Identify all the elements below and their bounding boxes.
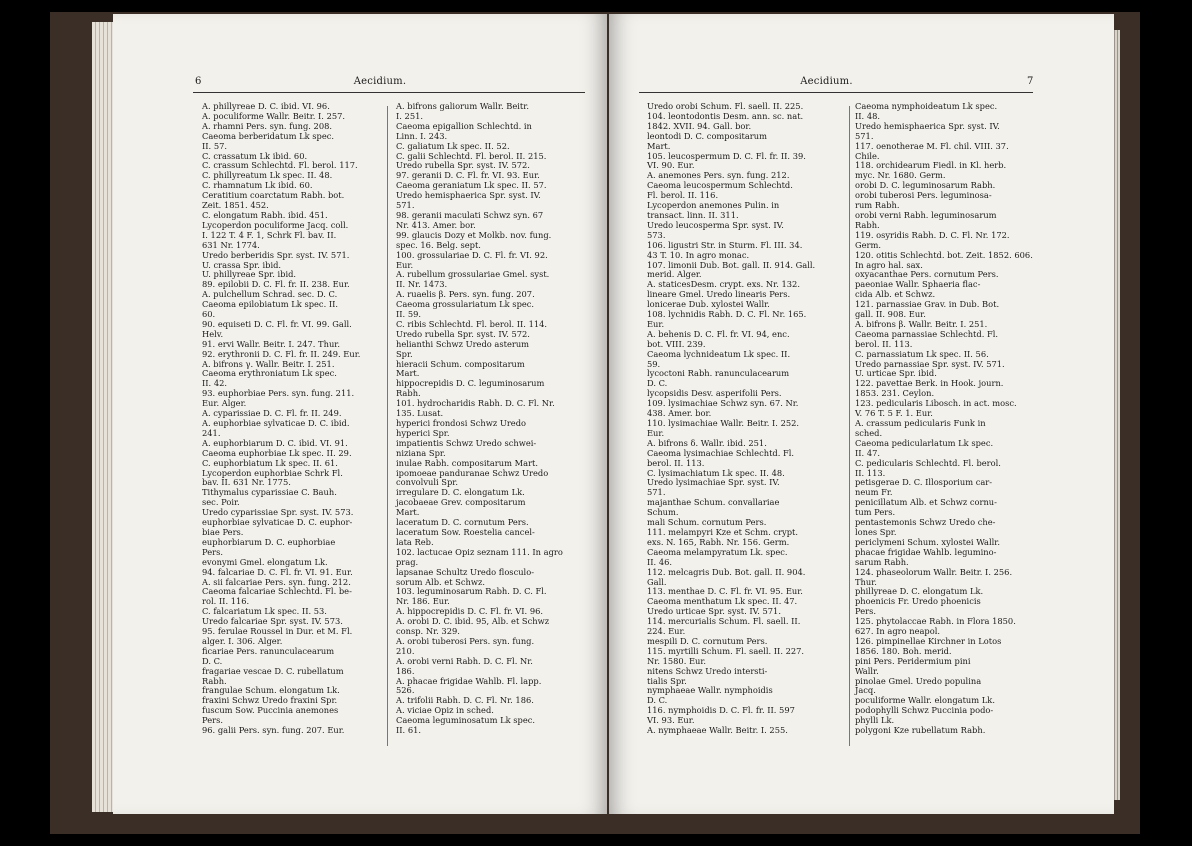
text-line: II. 113. <box>855 467 886 478</box>
text-line: Nr. 1580. Eur. <box>647 655 707 666</box>
text-line: penicillatum Alb. et Schwz cornu- <box>855 497 997 508</box>
text-line: A. rhamni Pers. syn. fung. 208. <box>202 120 333 131</box>
text-line: 241. <box>202 427 221 438</box>
text-line: Ceratitium coarctatum Rabh. bot. <box>202 190 345 201</box>
text-line: exs. N. 165, Rabh. Nr. 156. Germ. <box>647 536 790 547</box>
text-line: Helv. <box>202 328 224 339</box>
text-line: Tithymalus cyparissiae C. Bauh. <box>202 487 337 498</box>
text-line: euphorbiarum D. C. euphorbiae <box>202 536 336 547</box>
text-line: 99. glaucis Dozy et Molkb. nov. fung. <box>396 229 552 240</box>
text-line: A. rubellum grossulariae Gmel. syst. <box>396 269 550 280</box>
text-line: 119. osyridis Rabh. D. C. Fl. Nr. 172. <box>855 229 1010 240</box>
text-line: 113. menthae D. C. Fl. fr. VI. 95. Eur. <box>647 586 803 597</box>
text-line: 571. <box>647 487 666 498</box>
text-line: helianthi Schwz Uredo asterum <box>396 338 530 349</box>
text-line: 135. Lusat. <box>396 408 444 419</box>
left-header-rule <box>193 92 585 93</box>
text-line: Caeoma lysimachiae Schlechtd. Fl. <box>647 447 795 458</box>
text-line: pini Pers. Peridermium pini <box>855 655 971 666</box>
text-line: 93. euphorbiae Pers. syn. fung. 211. <box>202 388 355 399</box>
right-page <box>609 14 1114 814</box>
text-line: leontodi D. C. compositarum <box>647 130 767 141</box>
text-line: Rabh. <box>202 675 227 686</box>
text-line: D. C. <box>647 695 668 706</box>
text-line: berol. II. 113. <box>855 338 913 349</box>
text-line: A. anemones Pers. syn. fung. 212. <box>647 170 790 181</box>
text-line: hyperici frondosi Schwz Uredo <box>396 418 526 428</box>
text-line: fragariae vescae D. C. rubellatum <box>202 665 344 676</box>
text-line: A. trifolii Rabh. D. C. Fl. Nr. 186. <box>396 695 534 706</box>
text-line: niziana Spr. <box>396 447 446 458</box>
text-line: orobi tuberosi Pers. leguminosa- <box>855 190 992 201</box>
text-line: tialis Spr. <box>647 675 687 686</box>
text-line: phillyreae D. C. elongatum Lk. <box>855 586 984 597</box>
text-line: 59. <box>647 358 661 369</box>
text-line: 89. epilobii D. C. Fl. fr. II. 238. Eur. <box>202 279 350 290</box>
text-line: sched. <box>855 427 883 438</box>
text-line: C. falcariatum Lk spec. II. 53. <box>202 606 327 617</box>
text-line: 1853. 231. Ceylon. <box>855 388 935 399</box>
text-line: Nr. 186. Eur. <box>396 596 450 607</box>
text-line: 101. hydrocharidis Rabh. D. C. Fl. Nr. <box>396 398 555 409</box>
text-line: A. bifrons δ. Wallr. ibid. 251. <box>647 437 767 448</box>
text-line: lycopsidis Desv. asperifolii Pers. <box>647 388 782 399</box>
text-line: C. euphorbiatum Lk spec. II. 61. <box>202 457 338 468</box>
text-line: D. C. <box>202 655 223 666</box>
text-line: Chile. <box>855 150 880 161</box>
text-line: pentastemonis Schwz Uredo che- <box>855 517 996 528</box>
text-line: 114. mercurialis Schum. Fl. saell. II. <box>647 616 801 627</box>
text-line: 120. otitis Schlechtd. bot. Zeit. 1852. 606. <box>855 249 1033 260</box>
text-line: Uredo parnassiae Spr. syst. IV. 571. <box>855 358 1005 369</box>
text-line: II. 48. <box>855 110 881 121</box>
text-line: Caeoma lychnideatum Lk spec. II. <box>647 348 791 359</box>
text-line: 108. lychnidis Rabh. D. C. Fl. Nr. 165. <box>647 309 807 320</box>
text-line: Mart. <box>396 507 420 518</box>
text-line: A. ruaelis β. Pers. syn. fung. 207. <box>396 289 535 300</box>
text-line: 43 T. 10. In agro monac. <box>647 249 750 260</box>
text-line: A. sii falcariae Pers. syn. fung. 212. <box>202 576 351 587</box>
text-line: C. lysimachiatum Lk spec. II. 48. <box>647 467 785 478</box>
text-line: berol. II. 113. <box>647 457 705 468</box>
text-line: Eur. Alger. <box>202 398 247 409</box>
text-line: petisgerae D. C. Illosporium car- <box>855 477 993 488</box>
text-line: Uredo orobi Schum. Fl. saell. II. 225. <box>647 101 804 111</box>
text-line: Uredo lysimachiae Spr. syst. IV. <box>647 477 780 488</box>
text-line: poculiforme Wallr. elongatum Lk. <box>855 695 995 706</box>
text-line: C. galiatum Lk spec. II. 52. <box>396 140 510 151</box>
right-column-1 <box>647 102 843 736</box>
text-line: majanthae Schum. convallariae <box>647 497 780 508</box>
text-line: orobi verni Rabh. leguminosarum <box>855 209 997 220</box>
text-line: Spr. <box>396 348 413 359</box>
text-line: C. galii Schlechtd. Fl. berol. II. 215. <box>396 150 547 161</box>
text-line: Caeoma pedicularlatum Lk spec. <box>855 437 994 448</box>
text-line: D. C. <box>647 378 668 389</box>
text-line: jacobaeae Grev. compositarum <box>396 497 526 508</box>
text-line: Caeoma geraniatum Lk spec. II. 57. <box>396 180 547 191</box>
text-line: Uredo berberidis Spr. syst. IV. 571. <box>202 249 350 260</box>
text-line: periclymeni Schum. xylostei Wallr. <box>855 536 1000 547</box>
text-line: A. phacae frigidae Wahlb. Fl. lapp. <box>396 675 542 686</box>
text-line: 97. geranii D. C. Fl. fr. VI. 93. Eur. <box>396 170 540 181</box>
text-line: polygoni Kze rubellatum Rabh. <box>855 725 986 736</box>
text-line: 186. <box>396 665 415 676</box>
text-line: 571. <box>855 130 874 141</box>
text-line: 96. galii Pers. syn. fung. 207. Eur. <box>202 725 345 736</box>
right-column-divider <box>849 106 850 746</box>
text-line: hieracii Schum. compositarum <box>396 358 525 369</box>
text-line: evonymi Gmel. elongatum Lk. <box>202 556 328 567</box>
text-line: Thur. <box>855 576 877 587</box>
text-line: frangulae Schum. elongatum Lk. <box>202 685 340 696</box>
text-line: ficariae Pers. ranunculacearum <box>202 645 335 656</box>
left-page <box>113 14 607 814</box>
text-line: Uredo hemisphaerica Spr. syst. IV. <box>396 190 541 201</box>
text-line: myc. Nr. 1680. Germ. <box>855 170 946 181</box>
text-line: Caeoma leucospermum Schlechtd. <box>647 180 793 191</box>
text-line: Caeoma berberidatum Lk spec. <box>202 130 335 141</box>
text-line: Eur. <box>647 427 665 438</box>
text-line: II. 57. <box>202 140 228 151</box>
text-line: Caeoma falcariae Schlechtd. Fl. be- <box>202 586 352 597</box>
text-line: A. phillyreae D. C. ibid. VI. 96. <box>202 101 330 111</box>
text-line: Caeoma euphorbiae Lk spec. II. 29. <box>202 447 352 458</box>
text-line: 1842. XVII. 94. Gall. bor. <box>647 120 752 131</box>
text-line: A. orobi tuberosi Pers. syn. fung. <box>396 635 535 646</box>
text-line: II. 61. <box>396 725 422 736</box>
text-line: convolvuli Spr. <box>396 477 458 488</box>
text-line: 112. melcagris Dub. Bot. gall. II. 904. <box>647 566 806 577</box>
text-line: Eur. <box>647 318 665 329</box>
text-line: 627. In agro neapol. <box>855 626 941 637</box>
text-line: 90. equiseti D. C. Fl. fr. VI. 99. Gall. <box>202 318 352 329</box>
text-line: A. nymphaeae Wallr. Beitr. I. 255. <box>647 725 788 736</box>
text-line: fuscum Sow. Puccinia anemones <box>202 705 339 716</box>
text-line: biae Pers. <box>202 526 244 537</box>
text-line: Uredo leucosperma Spr. syst. IV. <box>647 219 784 230</box>
text-line: irregulare D. C. elongatum Lk. <box>396 487 525 498</box>
text-line: C. phillyreatum Lk spec. II. 48. <box>202 170 333 181</box>
left-column-divider <box>387 106 388 746</box>
text-line: 117. oenotherae M. Fl. chil. VIII. 37. <box>855 140 1009 151</box>
text-line: 210. <box>396 645 415 656</box>
text-line: C. crassatum Lk ibid. 60. <box>202 150 308 161</box>
text-line: 526. <box>396 685 415 696</box>
text-line: C. parnassiatum Lk spec. II. 56. <box>855 348 989 359</box>
text-line: hippocrepidis D. C. leguminosarum <box>396 378 545 389</box>
left-column-1 <box>202 102 382 736</box>
text-line: Rabh. <box>396 388 421 399</box>
text-line: lapsanae Schultz Uredo flosculo- <box>396 566 535 577</box>
text-line: VI. 90. Eur. <box>647 160 695 171</box>
text-line: lonicerae Dub. xylostei Wallr. <box>647 299 770 310</box>
text-line: 121. parnassiae Grav. in Dub. Bot. <box>855 299 1000 310</box>
text-line: C. crassum Schlechtd. Fl. berol. 117. <box>202 160 358 171</box>
text-line: A. pulchellum Schrad. sec. D. C. <box>202 289 338 300</box>
text-line: U. phillyreae Spr. ibid. <box>202 269 297 280</box>
text-line: 123. pedicularis Libosch. in act. mosc. <box>855 398 1017 409</box>
text-line: Caeoma grossulariatum Lk spec. <box>396 299 535 310</box>
text-line: 107. limonii Dub. Bot. gall. II. 914. Gall. <box>647 259 816 270</box>
left-column-2 <box>396 102 584 736</box>
text-line: lones Spr. <box>855 526 897 537</box>
text-line: Uredo falcariae Spr. syst. IV. 573. <box>202 616 343 627</box>
text-line: Caeoma melampyratum Lk. spec. <box>647 546 788 557</box>
text-line: A. orobi verni Rabh. D. C. Fl. Nr. <box>396 655 533 666</box>
text-line: cida Alb. et Schwz. <box>855 289 936 300</box>
text-line: fraxini Schwz Uredo fraxini Spr. <box>202 695 338 706</box>
text-line: II. 47. <box>855 447 881 458</box>
text-line: 1856. 180. Boh. merid. <box>855 645 952 656</box>
text-line: alger. I. 306. Alger. <box>202 635 283 646</box>
text-line: C. pedicularis Schlechtd. Fl. berol. <box>855 457 1001 468</box>
text-line: A. staticesDesm. crypt. exs. Nr. 132. <box>647 279 800 290</box>
text-line: II. 42. <box>202 378 228 389</box>
text-line: mespili D. C. cornutum Pers. <box>647 635 768 646</box>
right-page-number: 7 <box>1027 76 1034 87</box>
text-line: transact. linn. II. 311. <box>647 209 739 220</box>
text-line: bot. VIII. 239. <box>647 338 706 349</box>
text-line: Mart. <box>396 368 420 379</box>
text-line: Mart. <box>647 140 671 151</box>
text-line: Caeoma epigallion Schlechtd. in <box>396 120 532 131</box>
right-running-title: Aecidium. <box>800 76 853 87</box>
text-line: A. cyparissiae D. C. Fl. fr. II. 249. <box>202 408 342 419</box>
text-line: 115. myrtilli Schum. Fl. saell. II. 227. <box>647 645 805 656</box>
text-line: Lycoperdon poculiforme Jacq. coll. <box>202 219 349 230</box>
text-line: hyperici Spr. <box>396 427 450 438</box>
text-line: sec. Poir. <box>202 497 240 508</box>
text-line: II. Nr. 1473. <box>396 279 448 290</box>
text-line: spec. 16. Belg. sept. <box>396 239 481 250</box>
text-line: A. hippocrepidis D. C. Fl. fr. VI. 96. <box>396 606 544 617</box>
text-line: paeoniae Wallr. Sphaeria flac- <box>855 279 981 290</box>
text-line: Gall. <box>647 576 667 587</box>
text-line: Lycoperdon euphorbiae Schrk Fl. <box>202 467 343 478</box>
text-line: C. ribis Schlechtd. Fl. berol. II. 114. <box>396 318 548 329</box>
text-line: Caeoma menthatum Lk spec. II. 47. <box>647 596 798 607</box>
text-line: A. orobi D. C. ibid. 95, Alb. et Schwz <box>396 616 550 627</box>
text-line: A. viciae Opiz in sched. <box>396 705 494 716</box>
text-line: 122. pavettae Berk. in Hook. journ. <box>855 378 1004 389</box>
text-line: sorum Alb. et Schwz. <box>396 576 485 587</box>
text-line: Uredo hemisphaerica Spr. syst. IV. <box>855 120 1000 131</box>
text-line: Nr. 413. Amer. bor. <box>396 219 476 230</box>
text-line: inulae Rabh. compositarum Mart. <box>396 457 539 468</box>
text-line: 94. falcariae D. C. Fl. fr. VI. 91. Eur. <box>202 566 353 577</box>
text-line: laceratum Sow. Roestelia cancel- <box>396 526 535 537</box>
text-line: 106. ligustri Str. in Sturm. Fl. III. 34. <box>647 239 803 250</box>
text-line: Rabh. <box>855 219 880 230</box>
text-line: C. rhamnatum Lk ibid. 60. <box>202 180 313 191</box>
text-line: Fl. berol. II. 116. <box>647 190 719 201</box>
text-line: 573. <box>647 229 666 240</box>
text-line: Pers. <box>202 546 223 557</box>
text-line: 103. leguminosarum Rabh. D. C. Fl. <box>396 586 547 597</box>
text-line: 98. geranii maculati Schwz syn. 67 <box>396 209 544 220</box>
text-line: A. bifrons galiorum Wallr. Beitr. <box>396 101 529 111</box>
text-line: nitens Schwz Uredo intersti- <box>647 665 768 676</box>
text-line: ipomoeae panduranae Schwz Uredo <box>396 467 549 478</box>
text-line: A. bifrons β. Wallr. Beitr. I. 251. <box>855 318 988 329</box>
text-line: V. 76 T. 5 F. 1. Eur. <box>855 408 933 419</box>
text-line: phacae frigidae Wahlb. legumino- <box>855 546 997 557</box>
text-line: merid. Alger. <box>647 269 702 280</box>
text-line: U. urticae Spr. ibid. <box>855 368 937 379</box>
text-line: 104. leontodontis Desm. ann. sc. nat. <box>647 110 804 121</box>
text-line: U. crassa Spr. ibid. <box>202 259 282 270</box>
text-line: Pers. <box>855 606 876 617</box>
text-line: 126. pimpinellae Kirchner in Lotos <box>855 635 1002 646</box>
right-header-rule <box>639 92 1033 93</box>
text-line: 118. orchidearum Fiedl. in Kl. herb. <box>855 160 1007 171</box>
text-line: mali Schum. cornutum Pers. <box>647 517 767 528</box>
text-line: impatientis Schwz Uredo schwei- <box>396 437 537 448</box>
text-line: 224. Eur. <box>647 626 686 637</box>
text-line: 91. ervi Wallr. Beitr. I. 247. Thur. <box>202 338 340 349</box>
text-line: C. elongatum Rabh. ibid. 451. <box>202 209 328 220</box>
text-line: VI. 93. Eur. <box>647 715 695 726</box>
text-line: Caeoma epilobiatum Lk spec. II. <box>202 299 339 310</box>
text-line: Zeit. 1851. 452. <box>202 200 269 211</box>
text-line: Caeoma leguminosatum Lk spec. <box>396 715 536 726</box>
text-line: 109. lysimachiae Schwz syn. 67. Nr. <box>647 398 799 409</box>
text-line: A. poculiforme Wallr. Beitr. I. 257. <box>202 110 346 121</box>
text-line: 60. <box>202 309 216 320</box>
text-line: 438. Amer. bor. <box>647 408 712 419</box>
text-line: lycoctoni Rabh. ranunculacearum <box>647 368 790 379</box>
text-line: Caeoma parnassiae Schlechtd. Fl. <box>855 328 999 339</box>
right-column-2 <box>855 102 1031 736</box>
text-line: Lycoperdon anemones Pulin. in <box>647 200 780 211</box>
text-line: 111. melampyri Kze et Schm. crypt. <box>647 526 799 537</box>
text-line: phylli Lk. <box>855 715 895 726</box>
text-line: oxyacanthae Pers. cornutum Pers. <box>855 269 999 280</box>
text-line: Schum. <box>647 507 679 518</box>
left-running-title: Aecidium. <box>353 76 407 87</box>
text-line: Uredo cyparissiae Spr. syst. IV. 573. <box>202 507 354 518</box>
text-line: Uredo urticae Spr. syst. IV. 571. <box>647 606 781 617</box>
text-line: Germ. <box>855 239 882 250</box>
text-line: phoenicis Fr. Uredo phoenicis <box>855 596 981 607</box>
text-line: I. 251. <box>396 110 424 121</box>
text-line: podophylli Schwz Puccinia podo- <box>855 705 994 716</box>
text-line: tum Pers. <box>855 507 896 518</box>
text-line: prag. <box>396 556 419 567</box>
text-line: 631 Nr. 1774. <box>202 239 260 250</box>
text-line: 105. leucospermum D. C. Fl. fr. II. 39. <box>647 150 806 161</box>
text-line: 95. ferulae Roussel in Dur. et M. Fl. <box>202 626 353 637</box>
text-line: euphorbiae sylvaticae D. C. euphor- <box>202 517 353 528</box>
text-line: orobi D. C. leguminosarum Rabh. <box>855 180 996 191</box>
text-line: 100. grossulariae D. C. Fl. fr. VI. 92. <box>396 249 548 260</box>
text-line: lata Reb. <box>396 536 434 547</box>
text-line: bav. II. 631 Nr. 1775. <box>202 477 291 488</box>
text-line: A. bifrons γ. Wallr. Beitr. I. 251. <box>202 358 335 369</box>
text-line: lineare Gmel. Uredo linearis Pers. <box>647 289 791 300</box>
text-line: Caeoma nymphoideatum Lk spec. <box>855 101 998 111</box>
text-line: sarum Rabh. <box>855 556 909 567</box>
text-line: Caeoma erythroniatum Lk spec. <box>202 368 337 379</box>
text-line: Uredo rubella Spr. syst. IV. 572. <box>396 328 530 339</box>
text-line: 125. phytolaccae Rabh. in Flora 1850. <box>855 616 1016 627</box>
text-line: In agro hal. sax. <box>855 259 923 270</box>
text-line: rum Rabh. <box>855 200 900 211</box>
text-line: 102. lactucae Opiz seznam 111. In agro <box>396 546 563 557</box>
text-line: 110. lysimachiae Wallr. Beitr. I. 252. <box>647 418 800 428</box>
text-line: I. 122 T. 4 F. 1, Schrk Fl. bav. II. <box>202 229 337 240</box>
text-line: nymphaeae Wallr. nymphoidis <box>647 685 773 696</box>
text-line: Uredo rubella Spr. syst. IV. 572. <box>396 160 530 171</box>
text-line: Wallr. <box>855 665 879 676</box>
text-line: II. 46. <box>647 556 673 567</box>
text-line: pinolae Gmel. Uredo populina <box>855 675 982 686</box>
text-line: Linn. I. 243. <box>396 130 448 141</box>
text-line: 571. <box>396 200 415 211</box>
text-line: Pers. <box>202 715 223 726</box>
text-line: A. euphorbiarum D. C. ibid. VI. 91. <box>202 437 348 448</box>
text-line: 92. erythronii D. C. Fl. fr. II. 249. Eur. <box>202 348 361 359</box>
text-line: Eur. <box>396 259 414 270</box>
text-line: rol. II. 116. <box>202 596 250 607</box>
text-line: II. 59. <box>396 309 422 320</box>
text-line: consp. Nr. 329. <box>396 626 460 637</box>
text-line: A. behenis D. C. Fl. fr. VI. 94, enc. <box>647 328 790 339</box>
left-page-number: 6 <box>195 76 202 87</box>
text-line: A. crassum pedicularis Funk in <box>855 418 986 428</box>
text-line: laceratum D. C. cornutum Pers. <box>396 517 529 528</box>
text-line: neum Fr. <box>855 487 893 498</box>
text-line: 116. nymphoidis D. C. Fl. fr. II. 597 <box>647 705 795 716</box>
text-line: A. euphorbiae sylvaticae D. C. ibid. <box>202 418 350 428</box>
text-line: 124. phaseolorum Wallr. Beitr. I. 256. <box>855 566 1013 577</box>
text-line: gall. II. 908. Eur. <box>855 309 926 320</box>
text-line: Jacq. <box>855 685 876 696</box>
